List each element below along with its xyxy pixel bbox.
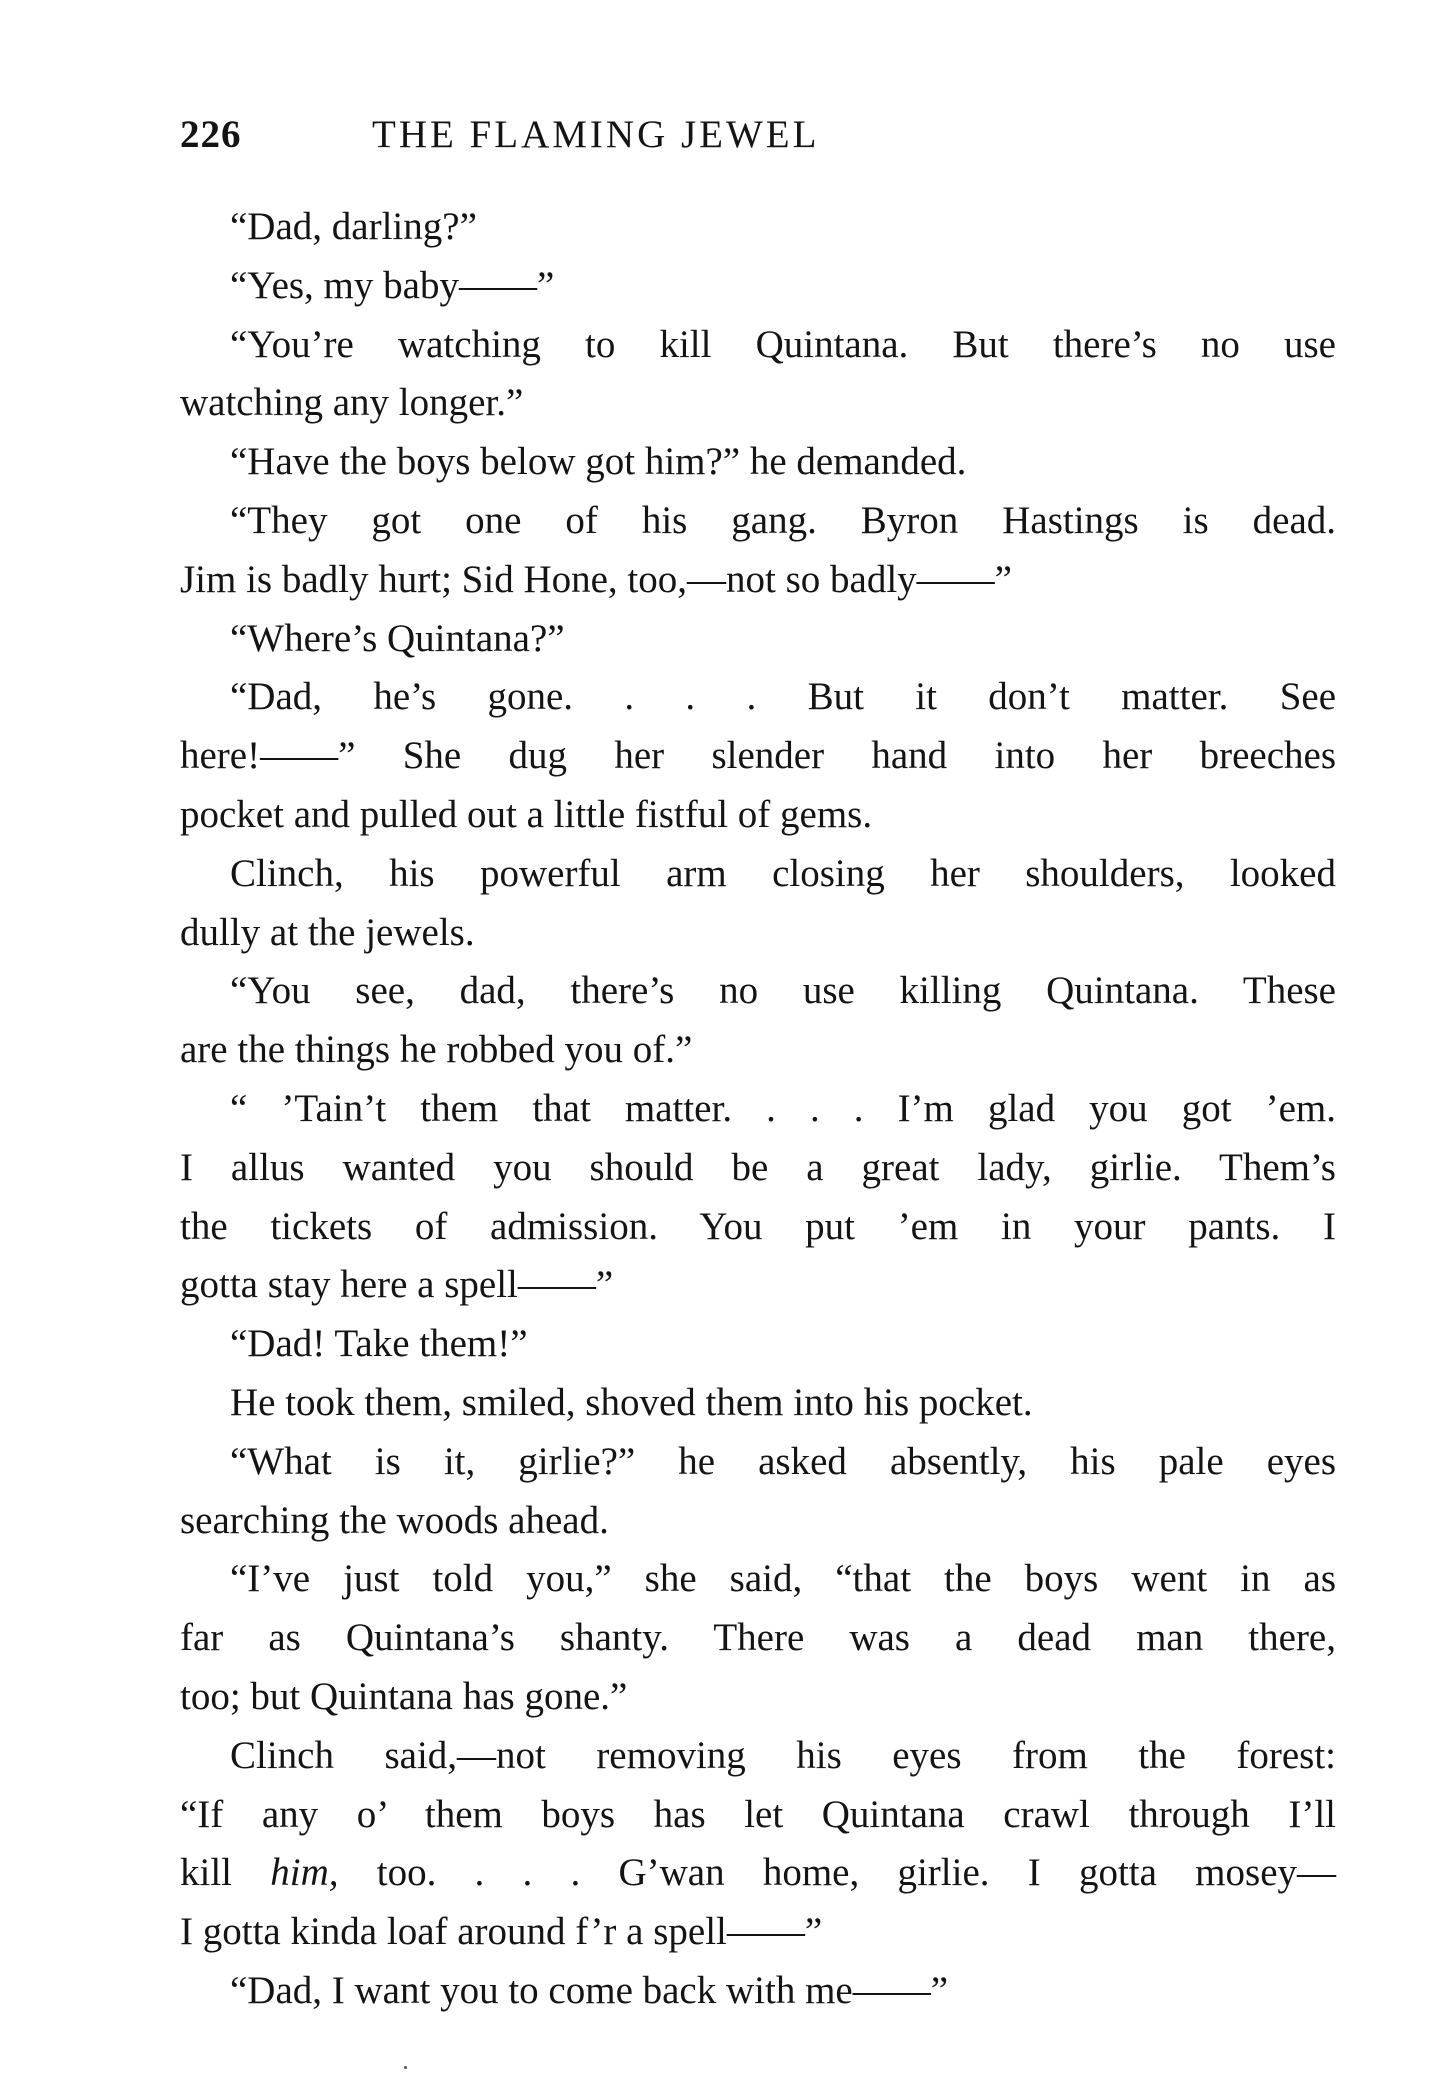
text-line: Jim is badly hurt; Sid Hone, too,—not so badly——” <box>180 557 1012 601</box>
text-line: “You see, dad, there’s no use killing Quintana. These <box>230 969 1336 1013</box>
text-line: Clinch, his powerful arm closing her shoulders, looked <box>230 851 1336 895</box>
page-header <box>180 112 1336 172</box>
book-page <box>180 112 1336 2021</box>
text-line: searching the woods ahead. <box>180 1498 609 1542</box>
text-line <box>180 1844 1336 1903</box>
running-head: THE FLAMING JEWEL <box>372 113 820 156</box>
text-line: here!——” She dug her slender hand into her breeches <box>180 734 1336 778</box>
text-line: pocket and pulled out a little fistful of gems. <box>180 792 873 836</box>
text-line: “Have the boys below got him?” he demanded. <box>230 440 967 484</box>
text-line: “You’re watching to kill Quintana. But there’s no use <box>230 322 1336 366</box>
text-line: watching any longer.” <box>180 381 524 425</box>
text-line: “Dad, I want you to come back with me——” <box>230 1968 949 2012</box>
body-text <box>180 198 1336 2021</box>
text-line: “I’ve just told you,” she said, “that the boys went in as <box>230 1557 1336 1601</box>
text-line: “Dad, darling?” <box>230 205 477 248</box>
text-line: too; but Quintana has gone.” <box>180 1674 628 1718</box>
page-number: 226 <box>180 113 242 156</box>
text-line: I gotta kinda loaf around f’r a spell——” <box>180 1910 823 1954</box>
text-segment: too. . . . G’wan home, girlie. I gotta mosey— <box>338 1851 1337 1895</box>
text-line: “ ’Tain’t them that matter. . . . I’m glad you got ’em. <box>230 1086 1336 1130</box>
text-line: “Where’s Quintana?” <box>230 616 565 660</box>
text-line: “Yes, my baby——” <box>230 263 555 307</box>
text-line: the tickets of admission. You put ’em in your pants. I <box>180 1204 1336 1248</box>
text-line: “Dad! Take them!” <box>230 1322 528 1366</box>
text-line: “They got one of his gang. Byron Hastings is dead. <box>230 498 1336 542</box>
text-line: “If any o’ them boys has let Quintana crawl through I’ll <box>180 1792 1336 1836</box>
text-line: are the things he robbed you of.” <box>180 1028 693 1072</box>
text-line: I allus wanted you should be a great lady, girlie. Them’s <box>180 1145 1336 1189</box>
text-line: gotta stay here a spell——” <box>180 1263 614 1307</box>
text-line: He took them, smiled, shoved them into his pocket. <box>230 1380 1033 1424</box>
print-speck <box>404 2066 407 2069</box>
text-line: “Dad, he’s gone. . . . But it don’t matter. See <box>230 675 1336 719</box>
text-line: “What is it, girlie?” he asked absently, his pale eyes <box>230 1439 1336 1483</box>
italic-text: him, <box>270 1851 339 1895</box>
text-line: dully at the jewels. <box>180 910 475 954</box>
text-line: Clinch said,—not removing his eyes from the forest: <box>230 1733 1336 1777</box>
text-line: far as Quintana’s shanty. There was a dead man there, <box>180 1616 1336 1660</box>
text-segment: kill <box>180 1851 271 1895</box>
